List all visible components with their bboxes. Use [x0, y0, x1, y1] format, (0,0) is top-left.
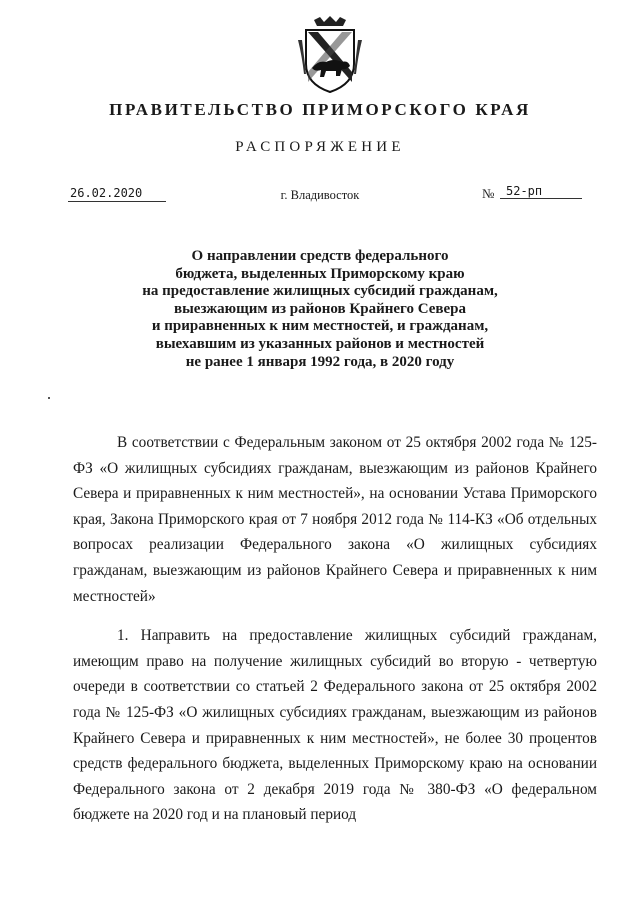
- document-body: [73, 430, 597, 828]
- preamble-paragraph: В соответствии с Федеральным законом от 25 октября 2002 года № 125-ФЗ «О жилищных субсидиях гражданам, выезжающим из районов Крайнего Севера и приравненных к ним местностей», на основании Устава Приморского края, Закона Приморского края от 7 ноября 2012 года № 114-КЗ «Об отдельных вопросах реализации Федерального закона «О жилищных субсидиях гражданам, выезжающим из районов Крайнего Севера и приравненных к ним местностей»: [73, 434, 597, 605]
- document-subject: [60, 248, 580, 371]
- document-date: 26.02.2020: [68, 186, 166, 202]
- number-sign: №: [482, 186, 495, 201]
- subject-line: на предоставление жилищных субсидий гражданам,: [142, 283, 498, 300]
- document-number: 52-рп: [500, 184, 582, 199]
- document-type: РАСПОРЯЖЕНИЕ: [235, 139, 405, 155]
- subject-line: бюджета, выделенных Приморскому краю: [175, 265, 465, 282]
- subject-line: выехавшим из указанных районов и местностей: [155, 335, 485, 352]
- margin-mark: [48, 397, 50, 399]
- coat-of-arms-icon: [296, 16, 364, 94]
- subject-line: не ранее 1 января 1992 года, в 2020 году: [185, 353, 455, 370]
- clause-1-paragraph: 1. Направить на предоставление жилищных субсидий гражданам, имеющим право на получение жилищных субсидий во вторую - четвертую очереди в соответствии со статьей 2 Федерального закона от 25 октября 2002 года № 125-ФЗ «О жилищных субсидиях гражданам, выезжающим из районов Крайнего Севера и приравненных к ним местностей», не более 30 процентов средств федерального бюджета, выделенных Приморскому краю на основании Федерального закона от 2 декабря 2019 года № 380-ФЗ «О федеральном бюджете на 2020 год и на плановый период: [73, 627, 597, 824]
- subject-line: О направлении средств федерального: [191, 248, 449, 264]
- document-city: г. Владивосток: [280, 188, 360, 202]
- government-title: ПРАВИТЕЛЬСТВО ПРИМОРСКОГО КРАЯ: [109, 100, 531, 119]
- subject-line: и приравненных к ним местностей, и гражданам,: [151, 318, 489, 335]
- subject-line: выезжающим из районов Крайнего Севера: [174, 300, 466, 317]
